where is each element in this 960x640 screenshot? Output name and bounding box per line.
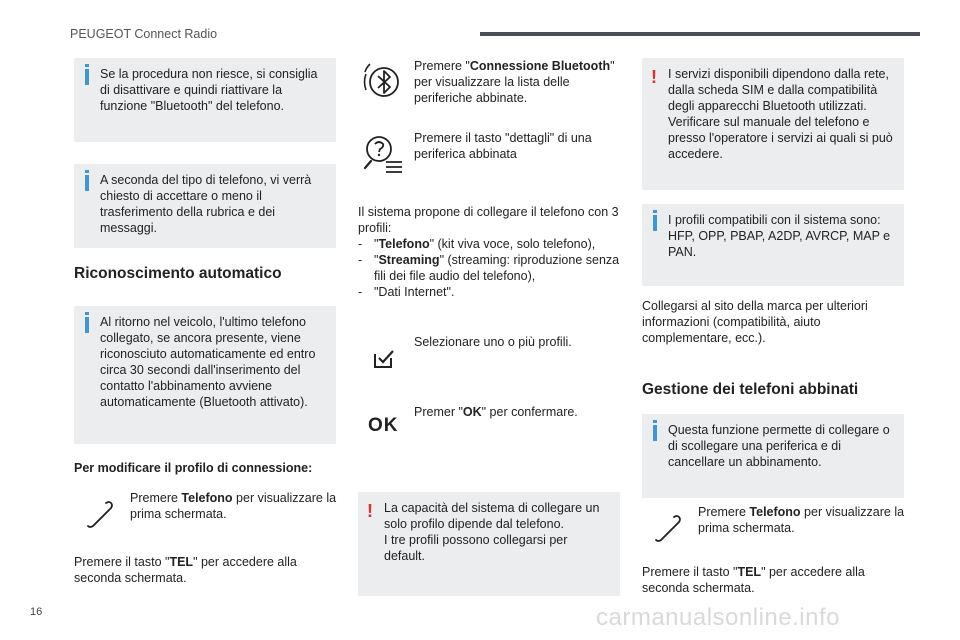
info-icon bbox=[653, 215, 657, 231]
info-icon bbox=[653, 425, 657, 441]
header-bar bbox=[480, 32, 920, 36]
phone-handset-icon bbox=[652, 512, 686, 546]
warning-note-profiles bbox=[358, 492, 620, 596]
step-select-text: Selezionare uno o più profili. bbox=[414, 335, 572, 349]
info-note-text: A seconda del tipo di telefono, vi verrà chiesto di accettare o meno il trasferimento della rubrica e dei messaggi. bbox=[100, 173, 312, 235]
ok-icon: OK bbox=[368, 415, 399, 436]
info-icon bbox=[85, 175, 89, 191]
checkbox-icon bbox=[372, 346, 396, 370]
info-icon bbox=[85, 69, 89, 85]
profile-heading: Per modificare il profilo di connessione: bbox=[74, 461, 313, 475]
step-bluetooth-text: Premere "Connessione Bluetooth" per visualizzare la lista delle periferiche abbinate. bbox=[414, 59, 615, 105]
info-note-retry bbox=[74, 58, 336, 142]
header-title: PEUGEOT Connect Radio bbox=[70, 27, 218, 41]
info-note-compatible-profiles bbox=[642, 204, 904, 286]
info-icon bbox=[85, 317, 89, 333]
info-note-text: Questa funzione permette di collegare o di scollegare una periferica e di cancellare un abbinamento. bbox=[668, 423, 890, 469]
step-tel-text-2: Premere il tasto "TEL" per accedere alla seconda schermata. bbox=[642, 565, 865, 595]
warning-note-services bbox=[642, 58, 904, 190]
warning-icon: ! bbox=[367, 501, 373, 521]
warning-note-text: La capacità del sistema di collegare un solo profilo dipende dal telefono. I tre profili possono collegarsi per default. bbox=[384, 501, 600, 563]
step-select-profiles bbox=[358, 334, 620, 374]
list-item-profile-dati-internet: - "Dati Internet". bbox=[358, 284, 620, 300]
step-confirm-ok bbox=[358, 404, 620, 444]
profiles-list bbox=[358, 236, 620, 300]
step-details bbox=[358, 130, 620, 174]
list-item-profile-streaming: - "Streaming" (streaming: riproduzione senza fili dei file audio del telefono), bbox=[358, 252, 620, 284]
info-note-text: Se la procedura non riesce, si consiglia di disattivare e quindi riattivare la funzione "Bluetooth" del telefono. bbox=[100, 67, 318, 113]
site-info-text: Collegarsi al sito della marca per ulteriori informazioni (compatibilità, aiuto complementare, ecc.). bbox=[642, 299, 868, 345]
watermark: carmanualsonline.info bbox=[596, 604, 840, 631]
warning-note-text: I servizi disponibili dipendono dalla rete, dalla scheda SIM e dalla compatibilità degli apparecchi Bluetooth utilizzati. Verificare sul manuale del telefono e presso l'operatore i servizi ai quali si può accedere. bbox=[668, 67, 893, 161]
step-tel-text: Premere il tasto "TEL" per accedere alla seconda schermata. bbox=[74, 555, 297, 585]
info-note-auto-pairing bbox=[74, 306, 336, 444]
info-note-text: Al ritorno nel veicolo, l'ultimo telefono collegato, se ancora presente, viene riconosciuto automaticamente ed entro circa 30 secondi dall'inserimento del contatto l'abbinamento avviene automaticamente (Bluetooth attivato). bbox=[100, 315, 316, 409]
step-bluetooth bbox=[358, 58, 620, 108]
list-item-profile-telefono: - "Telefono" (kit viva voce, solo telefono), bbox=[358, 236, 620, 252]
info-note-phonebook bbox=[74, 164, 336, 248]
step-telefono-text: Premere Telefono per visualizzare la prima schermata. bbox=[698, 505, 905, 535]
info-note-manage bbox=[642, 414, 904, 498]
step-details-text: Premere il tasto "dettagli" di una periferica abbinata bbox=[414, 131, 592, 161]
details-search-icon bbox=[362, 132, 406, 176]
step-telefono bbox=[74, 490, 336, 530]
section-title-auto-recognition: Riconoscimento automatico bbox=[74, 265, 282, 282]
warning-icon: ! bbox=[651, 67, 657, 87]
step-ok-text: Premer "OK" per confermare. bbox=[414, 405, 578, 419]
step-telefono-2 bbox=[642, 504, 904, 544]
section-title-paired-phones: Gestione dei telefoni abbinati bbox=[642, 381, 859, 398]
step-telefono-text: Premere Telefono per visualizzare la prima schermata. bbox=[130, 491, 337, 521]
bluetooth-icon bbox=[362, 60, 406, 104]
page-number: 16 bbox=[30, 606, 43, 618]
info-note-text: I profili compatibili con il sistema sono: HFP, OPP, PBAP, A2DP, AVRCP, MAP e PAN. bbox=[668, 213, 891, 259]
phone-handset-icon bbox=[84, 498, 118, 532]
profiles-intro: Il sistema propone di collegare il telefono con 3 profili: bbox=[358, 205, 619, 235]
